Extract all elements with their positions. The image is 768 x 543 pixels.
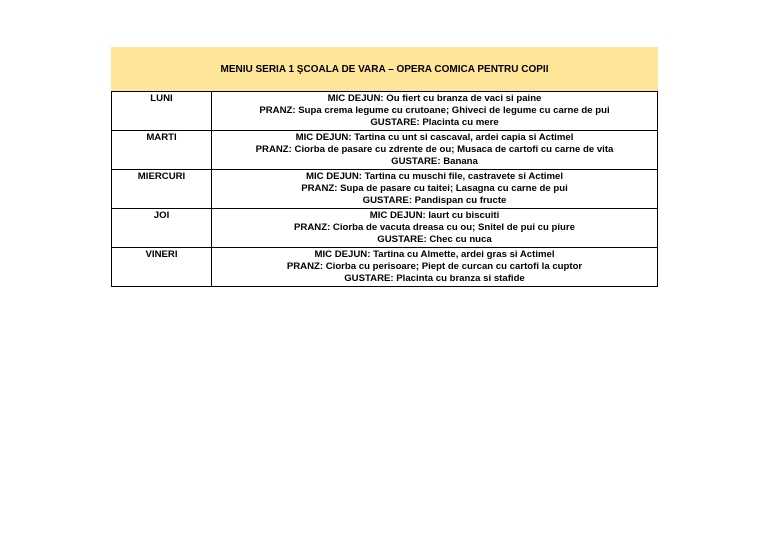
breakfast-text: MIC DEJUN: Tartina cu unt si cascaval, ardei capia si Actimel (295, 132, 574, 143)
table-row (112, 170, 658, 209)
lunch-text: PRANZ: Supa de pasare cu taitei; Lasagna cu carne de pui (301, 183, 568, 194)
breakfast-text: MIC DEJUN: Ou fiert cu branza de vaci si paine (327, 93, 542, 104)
meals-cell (212, 248, 658, 287)
menu-title: MENIU SERIA 1 ŞCOALA DE VARA – OPERA COMICA PENTRU COPII (112, 48, 658, 92)
meals-cell (212, 92, 658, 131)
table-row (112, 248, 658, 287)
breakfast-text: MIC DEJUN: Tartina cu muschi file, castravete si Actimel (306, 171, 563, 182)
snack-text: GUSTARE: Placinta cu branza si stafide (344, 273, 525, 284)
snack-text: GUSTARE: Pandispan cu fructe (362, 195, 507, 206)
meals-cell (212, 209, 658, 248)
day-name: LUNI (112, 92, 212, 131)
lunch-text: PRANZ: Ciorba cu perisoare; Piept de curcan cu cartofi la cuptor (286, 261, 583, 272)
table-row (112, 92, 658, 131)
breakfast-text: MIC DEJUN: Tartina cu Almette, ardei gras si Actimel (314, 249, 555, 260)
menu-title-row (112, 48, 658, 92)
meals-cell (212, 131, 658, 170)
snack-text: GUSTARE: Banana (391, 156, 478, 167)
day-name: MARTI (112, 131, 212, 170)
lunch-text: PRANZ: Ciorba de vacuta dreasa cu ou; Snitel de pui cu piure (294, 222, 575, 233)
snack-text: GUSTARE: Placinta cu mere (370, 117, 499, 128)
table-row (112, 209, 658, 248)
lunch-text: PRANZ: Supa crema legume cu crutoane; Ghiveci de legume cu carne de pui (259, 105, 610, 116)
meals-cell (212, 170, 658, 209)
lunch-text: PRANZ: Ciorba de pasare cu zdrente de ou; Musaca de cartofi cu carne de vita (255, 144, 614, 155)
breakfast-text: MIC DEJUN: Iaurt cu biscuiti (369, 210, 500, 221)
day-name: MIERCURI (112, 170, 212, 209)
snack-text: GUSTARE: Chec cu nuca (377, 234, 492, 245)
menu-table (111, 47, 658, 287)
day-name: JOI (112, 209, 212, 248)
day-name: VINERI (112, 248, 212, 287)
table-row (112, 131, 658, 170)
